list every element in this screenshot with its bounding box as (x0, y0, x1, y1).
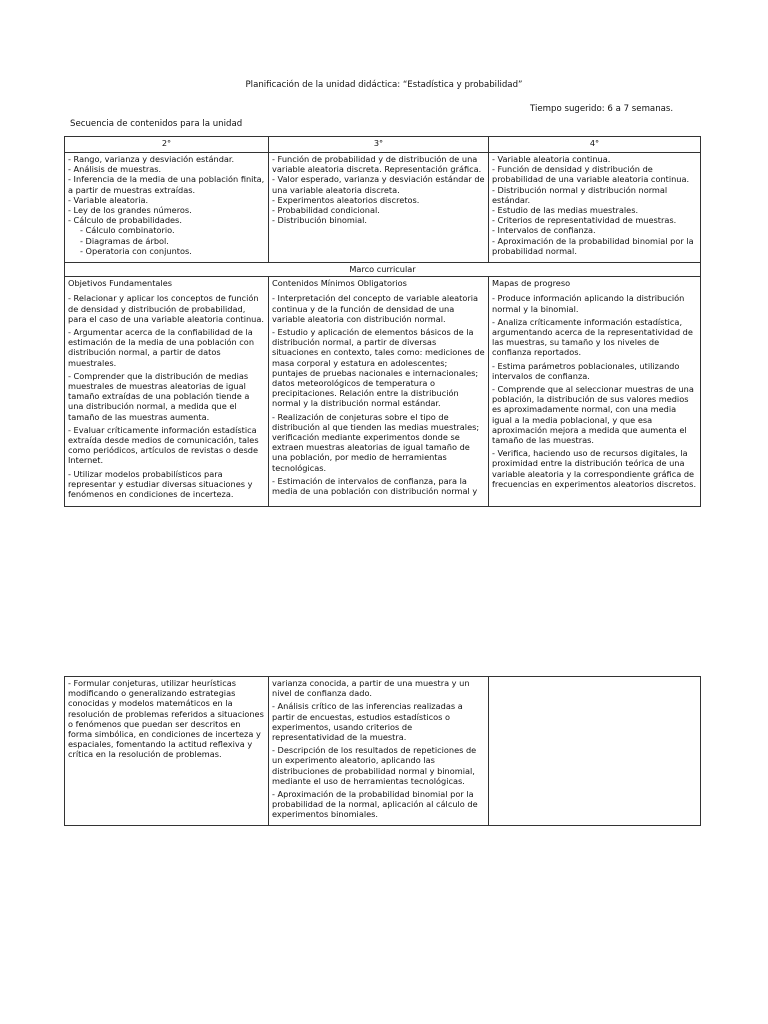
objetivo-item: - Comprender que la distribución de medias muestrales de muestras aleatorias de igual tamaño extraídas de una población tiende a una distribución normal, a medida que el tamaño de las muestras aumenta. (68, 370, 250, 422)
contenidos-column (269, 277, 489, 507)
content-item: - Valor esperado, varianza y desviación estándar de una variable aleatoria discreta. (272, 174, 485, 195)
content-item: - Criterios de representatividad de muestras. (492, 215, 677, 226)
content-subitem: - Diagramas de árbol. (80, 235, 169, 246)
objetivos-column (65, 277, 269, 507)
mapa-item: - Produce información aplicando la distribución normal y la binomial. (492, 293, 685, 314)
contenido-item: - Análisis crítico de las inferencias realizadas a partir de encuestas, estudios estadísticos o experimentos, usando criterios de representatividad de la muestra. (272, 701, 463, 743)
time-suggested: Tiempo sugerido: 6 a 7 semanas. (530, 104, 674, 114)
content-item: - Distribución binomial. (272, 215, 368, 226)
contenidos-continued (269, 677, 489, 826)
content-item: - Estudio de las medias muestrales. (492, 205, 639, 216)
grade-header-row (65, 137, 701, 153)
mapas-continued (489, 677, 701, 826)
column-header-objetivos: Objetivos Fundamentales (68, 278, 173, 289)
content-item: - Inferencia de la media de una población finita, a partir de muestras extraídas. (68, 174, 265, 195)
content-item: - Rango, varianza y desviación estándar. (68, 154, 235, 164)
content-table (64, 136, 701, 507)
mapa-item: - Estima parámetros poblacionales, utilizando intervalos de confianza. (492, 360, 680, 381)
content-subitem: - Operatoria con conjuntos. (80, 245, 192, 256)
content-item: - Función de probabilidad y de distribución de una variable aleatoria discreta. Representación gráfica. (272, 154, 482, 175)
content-item: - Intervalos de confianza. (492, 225, 596, 236)
contenido-item: - Descripción de los resultados de repeticiones de un experimento aleatorio, aplicando las distribuciones de probabilidad normal y binomial, mediante el uso de herramientas tecnológicas. (272, 745, 477, 786)
contenido-item: - Realización de conjeturas sobre el tipo de distribución al que tienden las medias muestrales; verificación mediante experimentos donde se extraen muestras aleatorias de igual tamaño de una población, por medio de herramientas tecnológicas. (272, 411, 480, 473)
column-header-mapas: Mapas de progreso (492, 278, 571, 289)
grade-header-4: 4° (489, 137, 701, 153)
contenido-item: - Interpretación del concepto de variable aleatoria continua y de la función de densidad de una variable aleatoria con distribución normal. (272, 293, 479, 324)
content-item: - Función de densidad y distribución de probabilidad de una variable aleatoria continua. (492, 164, 690, 185)
contenido-item: - Aproximación de la probabilidad binomial por la probabilidad de la normal, aplicación al cálculo de experimentos binomiales. (272, 789, 478, 820)
mapa-item: - Analiza críticamente información estadística, argumentando acerca de la representatividad de las muestras, su tamaño y los niveles de confianza reportados. (492, 316, 693, 358)
objetivo-item: - Evaluar críticamente información estadística extraída desde medios de comunicación, tales como periódicos, artículos de revistas o desde Internet. (68, 424, 259, 466)
content-item: - Cálculo de probabilidades. (68, 215, 182, 226)
mapa-item: - Verifica, haciendo uso de recursos digitales, la proximidad entre la distribución teórica de una variable aleatoria y la correspondiente gráfica de frecuencias en experimentos aleatorios discretos. (492, 448, 697, 489)
mapas-column (489, 277, 701, 507)
marco-row (65, 263, 701, 277)
contents-grade-2 (65, 153, 269, 263)
objetivo-item: - Formular conjeturas, utilizar heurísticas modificando o generalizando estrategias conocidas y modelos matemáticos en la resolución de problemas referidos a situaciones o fenómenos que puedan ser descritos en forma simbólica, en condiciones de incerteza y espaciales, fomentando la actitud reflexiva y crítica en la resolución de problemas. (68, 678, 264, 760)
objetivo-item: - Argumentar acerca de la confiabilidad de la estimación de la media de una población con distribución normal, a partir de datos muestrales. (68, 327, 255, 368)
marco-curricular-header: Marco curricular (65, 263, 701, 277)
content-item: - Variable aleatoria continua. (492, 154, 611, 164)
objetivo-item: - Relacionar y aplicar los conceptos de función de densidad y distribución de probabilidad, para el caso de una variable aleatoria continua. (68, 293, 264, 324)
content-item: - Aproximación de la probabilidad binomial por la probabilidad normal. (492, 235, 694, 256)
content-item: - Distribución normal y distribución normal estándar. (492, 184, 668, 205)
contents-grade-4 (489, 153, 701, 263)
contenido-item: - Estimación de intervalos de confianza, para la media de una población con distribución normal y (272, 475, 478, 497)
objetivos-continued (65, 677, 269, 826)
grade-header-2: 2° (65, 137, 269, 153)
mapa-item: - Comprende que al seleccionar muestras de una población, la distribución de sus valores medios es aproximadamente normal, con una media igual a la media poblacional, y que esa aproximación mejora a medida que aumenta el tamaño de las muestras. (492, 384, 694, 446)
column-header-contenidos: Contenidos Mínimos Obligatorios (272, 278, 407, 289)
document-title: Planificación de la unidad didáctica: “Estadística y probabilidad” (245, 80, 523, 90)
contenido-item: varianza conocida, a partir de una muestra y un nivel de confianza dado. (272, 678, 470, 699)
objetivo-item: - Utilizar modelos probabilísticos para representar y estudiar diversas situaciones y fenómenos en condiciones de incerteza. (68, 468, 253, 500)
contents-row (65, 153, 701, 263)
continuation-row (65, 677, 701, 826)
content-subitem: - Cálculo combinatorio. (80, 225, 175, 236)
continuation-table (64, 676, 701, 826)
content-item: - Ley de los grandes números. (68, 205, 192, 216)
content-item: - Probabilidad condicional. (272, 205, 380, 216)
contenido-item: - Estudio y aplicación de elementos básicos de la distribución normal, a partir de diversas situaciones en contexto, tales como: mediciones de masa corporal y estatura en adolescentes; puntajes de pruebas nacionales e internacionales; datos meteorológicos de temperatura o precipitaciones. Relación entre la distribución normal y la distribución normal estándar. (272, 327, 485, 409)
grade-header-3: 3° (269, 137, 489, 153)
curriculum-row (65, 277, 701, 507)
sequence-label: Secuencia de contenidos para la unidad (70, 119, 243, 129)
contents-grade-3 (269, 153, 489, 263)
content-item: - Análisis de muestras. (68, 164, 162, 175)
content-item: - Variable aleatoria. (68, 194, 149, 205)
content-item: - Experimentos aleatorios discretos. (272, 194, 420, 205)
